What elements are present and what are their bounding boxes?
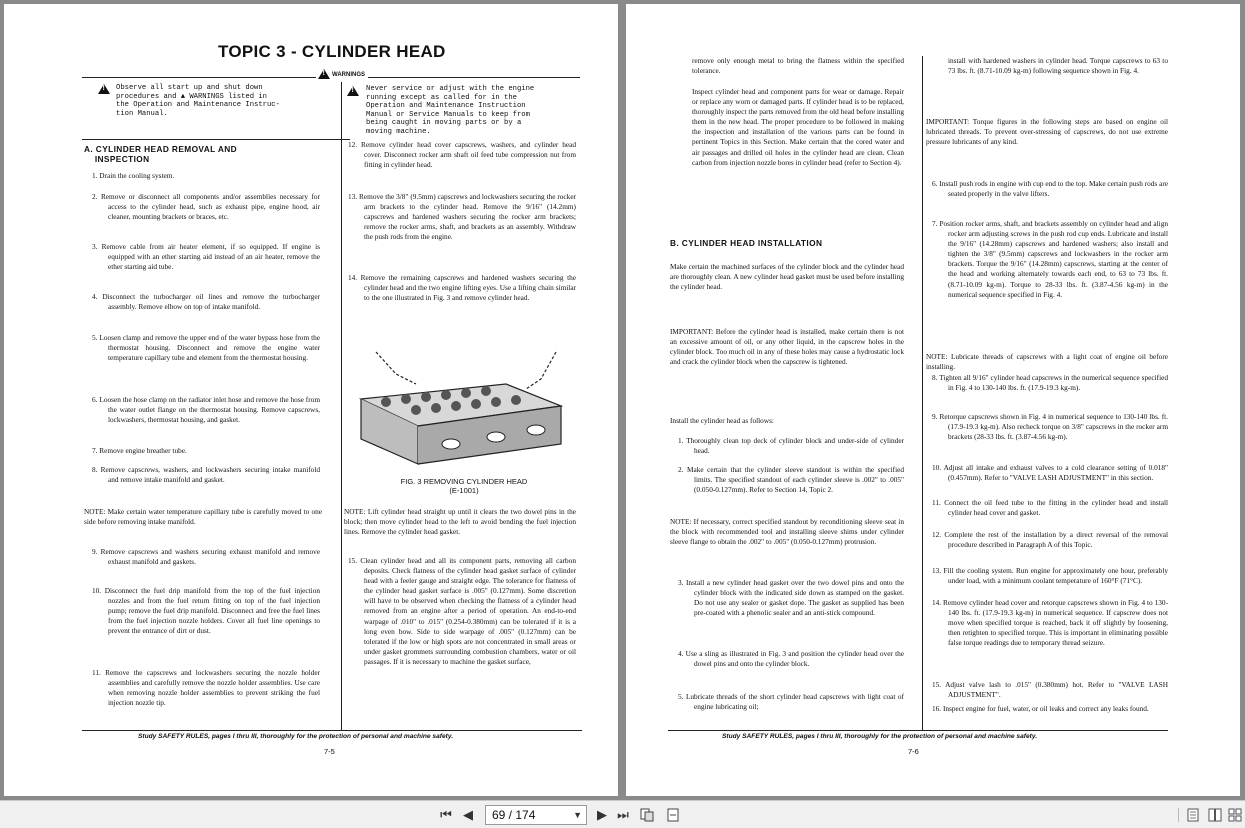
step-item: 11. Remove the capscrews and lockwashers securing the nozzle holder assemblies and carefully remove the nozzle holder assemblies. Use care when removing nozzle holder assemblies to prevent striking the fuel injection nozzle tip. [92, 668, 320, 708]
step-item: 6. Install push rods in engine with cup end to the top. Make certain push rods are seated properly in the valve lifters. [932, 179, 1168, 199]
step-item: 2. Remove or disconnect all components and/or assemblies necessary for access to the cylinder head, such as exhaust pipe, engine hood, air cleaner, mounting brackets or braces, etc. [92, 192, 320, 222]
section-b-heading: B. CYLINDER HEAD INSTALLATION [670, 238, 823, 248]
warning-rule [368, 77, 580, 78]
thumbnail-view-icon[interactable] [1227, 806, 1243, 824]
note: NOTE: Lubricate threads of capscrews with a light coat of engine oil before installing. [926, 352, 1168, 372]
two-page-view-icon[interactable] [1207, 806, 1223, 824]
paragraph: Install the cylinder head as follows: [670, 416, 774, 425]
important-note: IMPORTANT: Before the cylinder head is installed, make certain there is not an excessive amount of oil, or any other liquid, in the capscrew holes in the cylinder block. Too much oil in any of these holes may cause a hydrostatic lock and crack the cylinder block when the capscrew is tightened. [670, 327, 904, 367]
step-item: 14. Remove the remaining capscrews and hardened washers securing the cylinder head and the two engine lifting eyes. Use a lifting chain similar to the one illustrated in Fig. 3 and remove cylinder head. [348, 273, 576, 303]
paragraph: Make certain the machined surfaces of the cylinder block and the cylinder head are thoroughly clean. A new cylinder head gasket must be used before installing the cylinder head. [670, 262, 904, 292]
step-item: 16. Inspect engine for fuel, water, or oil leaks and correct any leaks found. [932, 704, 1149, 713]
note: NOTE: Lift cylinder head straight up until it clears the two dowel pins in the block; then move cylinder head to the left to avoid bending the fuel injection lines. Remove the cylinder head gasket. [344, 507, 576, 537]
column-divider [341, 82, 342, 730]
warning-icon [318, 69, 330, 79]
step-item: 4. Use a sling as illustrated in Fig. 3 and position the cylinder head over the dowel pins and onto the cylinder block. [678, 649, 904, 669]
chevron-down-icon: ▼ [573, 810, 582, 820]
previous-page-icon[interactable]: ◀ [463, 807, 473, 822]
column-divider [922, 56, 923, 730]
step-item: 11. Connect the oil feed tube to the fitting in the cylinder head and install cylinder head cover and gasket. [932, 498, 1168, 518]
warning-left-text: Observe all start up and shut down procedures and ▲ WARNINGS listed in the Operation and Maintenance Instruc- tion Manual. [116, 84, 280, 118]
note: NOTE: If necessary, correct specified standout by reconditioning sleeve seat in the block with recommended tool and installing sleeve shims under cylinder sleeve flange to obtain the .002" to .005" (0.050-0.127mm) protrusion. [670, 517, 904, 547]
step-item: 3. Remove cable from air heater element, if so equipped. If engine is equipped with an ether starting aid instead of an air heater, remove the ether starting aid tube. [92, 242, 320, 272]
important-note: IMPORTANT: Torque figures in the following steps are based on engine oil lubricated threads. To prevent over-stressing of capscrews, do not use extreme pressure lubricants of any kind. [926, 117, 1168, 147]
last-page-icon[interactable]: ⏭ [617, 807, 629, 822]
warning-icon [347, 86, 359, 96]
step-item: 7. Position rocker arms, shaft, and brackets assembly on cylinder head and align rocker arm adjusting screws in the push rod cup ends. Lubricate and install the 9/16" (14.28mm) capscrews and hardened washers; also install and tighten the 3/8" (9.5mm) capscrews and lockwashers in the rocker arm brackets. Torque the 9/16" (14.28mm) capscrews, starting at the center of the head and working alternately towards each end, to 63 to 73 lbs. ft. (8.71-10.09 kg-m). Torque to 28-33 lbs. ft. (3.87-4.56 kg-m) in the numerical sequence specified in Fig. 4. [932, 219, 1168, 299]
warning-rule [82, 77, 316, 78]
step-item: 5. Lubricate threads of the short cylinder head capscrews with light coat of engine lubricating oil; [678, 692, 904, 712]
footer-rule [668, 730, 1168, 731]
warning-bottom-rule [82, 139, 350, 140]
step-item: 6. Loosen the hose clamp on the radiator inlet hose and remove the hose from the water outlet flange on the thermostat housing. Remove capscrews, lockwashers, thermostat housing, and gasket. [92, 395, 320, 425]
paragraph: Inspect cylinder head and component parts for wear or damage. Repair or replace any worn or damaged parts. If cylinder head is to be replaced, thoroughly inspect the parts removed from the old head before installing them in the new head. The proper procedure to be followed in making the inspection and installation of the various parts can be found in pertinent Topics in this Section. Make certain that the cored water and air passages and drilled oil holes in the cylinder head are clean. Clean carbon from injection nozzle bores in cylinder head (refer to Section 4). [692, 87, 904, 167]
step-item: 4. Disconnect the turbocharger oil lines and remove the turbocharger assembly. Remove elbow on top of intake manifold. [92, 292, 320, 312]
right-page [626, 4, 1240, 796]
paragraph: remove only enough metal to bring the flatness within the specified tolerance. [692, 56, 904, 76]
step-item: 9. Remove capscrews and washers securing exhaust manifold and remove exhaust manifold and gaskets. [92, 547, 320, 567]
warning-label: WARNINGS [332, 72, 365, 78]
step-item: 10. Disconnect the fuel drip manifold from the top of the fuel injection nozzles and from the fuel return fitting on top of the fuel injection pump; remove the fuel drip manifold. Disconnect and free the fuel lines from the fuel injection nozzle holders. Cover all fuel line openings to prevent the entrance of dirt or dust. [92, 586, 320, 636]
step-item: 15. Clean cylinder head and all its component parts, removing all carbon deposits. Check flatness of the cylinder head gasket surface of cylinder head with a feeler gauge and straight edge. The tolerance for flatness of the cylinder head gasket surface is .005" (0.127mm). Some discretion will have to be observed when checking the flatness of a cylinder head removed from an engine after a period of operation. An end-to-end warpage of .010" to .015" (0.254-0.380mm) can be tolerated if it is a long even bow. Side to side warpage of .005" (0.127mm) can be tolerated if the low or high spots are not concentrated in small areas or under gasket grommets surrounding combustion chambers, water or oil passages. If it is necessary to machine the gasket surface, [348, 556, 576, 666]
step-item: 7. Remove engine breather tube. [92, 446, 187, 455]
cylinder-head-figure [356, 344, 571, 469]
step-item: 13. Remove the 3/8" (9.5mm) capscrews and lockwashers securing the rocker arm brackets to the cylinder head. Remove the 9/16" (14.2mm) capscrews and hardened washers securing the rocker arm brackets; remove the rocker arms, shaft, and brackets as an assembly. Withdraw the push rods from the engine. [348, 192, 576, 242]
toolbar-separator [1178, 808, 1179, 822]
single-page-view-icon[interactable] [1185, 806, 1201, 824]
step-item: 13. Fill the cooling system. Run engine for approximately one hour, preferably under load, with a minimum coolant temperature of 160°F (71°C). [932, 566, 1168, 586]
step-item: 5. Loosen clamp and remove the upper end of the water bypass hose from the thermostat housing. Disconnect and remove the engine water temperature capillary tube and element from the thermostat housing. [92, 333, 320, 363]
page-indicator: 69 / 174 [492, 808, 536, 822]
step-item: 9. Retorque capscrews shown in Fig. 4 in numerical sequence to 130-140 lbs. ft. (17.9-19.3 kg-m). Also recheck torque on 3/8" capscrews in the rocker arm brackets (28-33 lbs. ft. (3.87-4.56 kg-m). [932, 412, 1168, 442]
step-item: 3. Install a new cylinder head gasket over the two dowel pins and onto the cylinder block with the indicated side down as stamped on the gasket. Do not use any sealer or gasket dope. The gasket as supplied has been pre-coated with a phenolic sealer and an anti-stick compound. [678, 578, 904, 618]
step-item: 12. Complete the rest of the installation by a direct reversal of the removal procedure described in Paragraph A of this Topic. [932, 530, 1168, 550]
rotate-icon[interactable] [638, 806, 656, 824]
paragraph: install with hardened washers in cylinder head. Torque capscrews to 63 to 73 lbs. ft. (8.71-10.09 kg-m) following sequence shown in Fig. 4. [948, 56, 1168, 76]
page-number: 7-5 [324, 747, 335, 756]
step-item: 1. Drain the cooling system. [92, 171, 175, 180]
warning-right-text: Never service or adjust with the engine running except as called for in the Operation and Maintenance Instruction Manual or Service Manuals to keep from being caught in moving parts or by a moving machine. [366, 85, 535, 136]
safety-footer: Study SAFETY RULES, pages I thru III, thoroughly for the protection of personal and machine safety. [722, 733, 1038, 740]
first-page-icon[interactable]: ⏮ [440, 807, 452, 822]
step-item: 1. Thoroughly clean top deck of cylinder block and under-side of cylinder head. [678, 436, 904, 456]
page-title: TOPIC 3 - CYLINDER HEAD [218, 42, 446, 61]
left-page [4, 4, 618, 796]
figure-caption: FIG. 3 REMOVING CYLINDER HEAD (E-1001) [400, 477, 528, 495]
step-item: 8. Remove capscrews, washers, and lockwashers securing intake manifold and remove intake manifold and gasket. [92, 465, 320, 485]
step-item: 12. Remove cylinder head cover capscrews, washers, and cylinder head cover. Disconnect rocker arm shaft oil feed tube compression nut from fitting in cylinder head. [348, 140, 576, 170]
warning-icon [98, 84, 110, 94]
page-number: 7-6 [908, 747, 919, 756]
step-item: 15. Adjust valve lash to .015" (0.380mm) hot. Refer to "VALVE LASH ADJUSTMENT". [932, 680, 1168, 700]
next-page-icon[interactable]: ▶ [597, 807, 607, 822]
step-item: 14. Remove cylinder head cover and retorque capscrews shown in Fig. 4 to 130-140 lbs. ft. (17.9-19.3 kg-m) in numerical sequence. If capscrew does not move when specified torque is reached, back it off slightly by loosening, then retighten to specified torque. This is important in eliminating possible false torque readings due to temporary thread seizure. [932, 598, 1168, 648]
viewer-toolbar [0, 800, 1245, 828]
step-item: 10. Adjust all intake and exhaust valves to a cold clearance setting of 0.018" (0.457mm). Refer to "VALVE LASH ADJUSTMENT" in this section. [932, 463, 1168, 483]
page-number-select[interactable] [485, 805, 587, 825]
footer-rule [82, 730, 582, 731]
step-item: 8. Tighten all 9/16" cylinder head capscrews in the numerical sequence specified in Fig. 4 to 130-140 lbs. ft. (17.9-19.3 kg-m). [932, 373, 1168, 393]
fit-page-icon[interactable] [664, 806, 682, 824]
step-item: 2. Make certain that the cylinder sleeve standout is within the specified limits. The specified standout of each cylinder sleeve is .002" to .005" (0.050-0.127mm). Refer to Section 14, Topic 2. [678, 465, 904, 495]
safety-footer: Study SAFETY RULES, pages I thru III, thoroughly for the protection of personal and machine safety. [138, 733, 454, 740]
section-a-heading: A. CYLINDER HEAD REMOVAL AND INSPECTION [84, 144, 238, 164]
note: NOTE: Make certain water temperature capillary tube is carefully moved to one side before removing intake manifold. [84, 507, 322, 527]
